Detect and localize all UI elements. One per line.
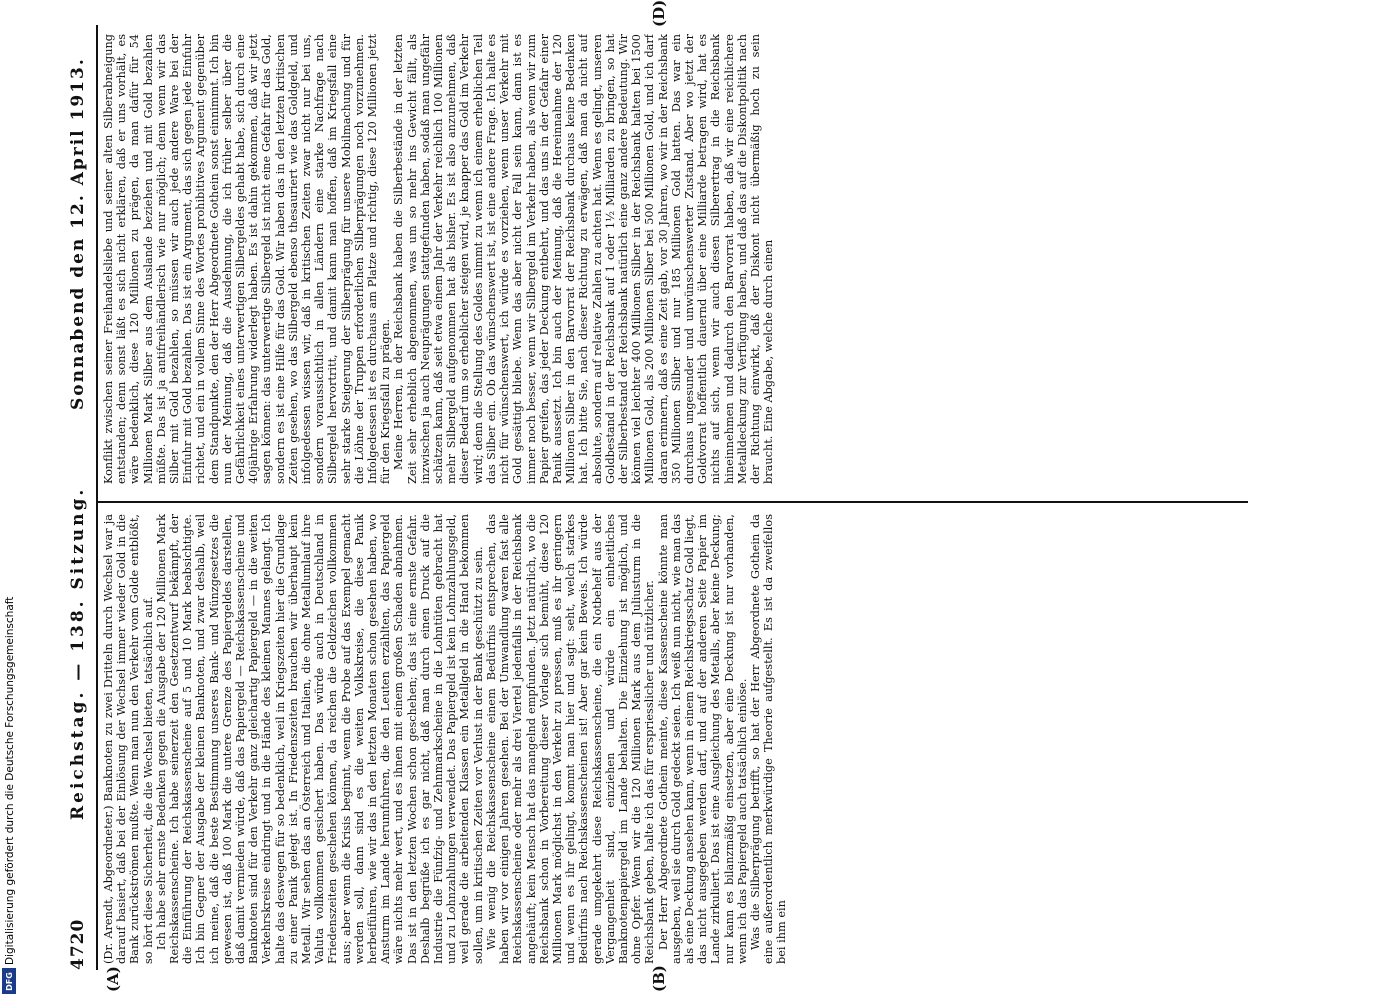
paragraph: Der Herr Abgeordnete Gothein meinte, diese Kassenscheine könnte man ausgeben, weil sie durch Gold gedeckt seien. Ich weiß nun nicht, wie man das als eine Deckung ansehen kann, wenn in einem Reichskriegsschatz Gold liegt, das nicht ausgegeben werden darf, und auf der anderen Seite Papier im Lande zirkuliert. Das ist eine Ausgleichung des Metalls, aber keine Deckung; nur kann es bilanzmäßig einsetzen, aber eine Deckung ist nur vorhanden, wenn ich das Papiergeld auch tatsächlich einlöse.	[656, 514, 749, 964]
dfg-logo	[2, 968, 16, 994]
margin-marker-a: (A)	[104, 966, 122, 992]
paragraph: Meine Herren, in der Reichsbank haben die Silberbestände in der letzten Zeit sehr erheblich abgenommen, was um so mehr ins Gewicht fällt, als inzwischen ja auch Neuprägungen stattgefunden haben, sodaß man ungefähr schätzen kann, daß seit etwa einem Jahr der Verkehr reichlich 100 Millionen mehr Silbergeld aufgenommen hat als bisher. Es ist also anzunehmen, daß dieser Bedarf um so erheblicher steigen wird, je knapper das Gold im Verkehr wird; denn die Stellung des Goldes nimmt zu wenn ich einem erheblichen Teil das Silber ein. Ob das wünschenswert ist, ist eine andere Frage. Ich halte es nicht für wünschenswert, ich würde es vorziehen, wenn unser Verkehr mit Gold gesättigt bliebe. Wenn das aber nicht der Fall sein kann, dann ist es immer noch besser, wenn wir Silbergeld im Verkehr haben, als wenn wir zum Papier greifen, das jeder Deckung entbehrt, und das uns in der Gefahr einer Panik aussetzt. Ich bin auch der Meinung, daß die Hereinnahme der 120 Millionen Silber in den Barvorrat der Reichsbank durchaus keine Bedenken hat. Ich bitte Sie, nach dieser Richtung zu erwägen, daß man da nicht auf absolute, sondern auf relative Zahlen zu achten hat. Wenn es gelingt, unseren Goldbestand in der Reichsbank auf 1 oder 1½ Milliarden zu bringen, so hat der Silberbestand der Reichsbank natürlich eine ganz andere Bedeutung. Wir können viel leichter 400 Millionen Silber in der Reichsbank halten bei 1500 Millionen Gold, als 200 Millionen Silber bei 500 Millionen Gold, und ich darf daran erinnern, daß es eine Zeit gab, vor 30 Jahren, wo wir in der Reichsbank 350 Millionen Silber und nur 185 Millionen Gold hatten. Das war ein durchaus ungesunder und unwünschenswerter Zustand. Aber wo jetzt der Goldvorrat hoffentlich dauernd über eine Milliarde betragen wird, hat es nichts auf sich, wenn wir auch diesen Silberertrag in die Reichsbank hineinnehmen und dadurch den Barvorrat haben, daß wir eine reichlichere Metalldeckung zur Verfügung haben, und daß das auf die Diskontpolitik nach der Richtung einwirkt, daß der Diskont nicht übermäßig hoch zu sein braucht. Eine Abgabe, welche durch einen	[392, 34, 776, 484]
digitization-strip	[0, 0, 22, 1000]
column-divider	[98, 501, 1248, 503]
paragraph: Ich habe sehr ernste Bedenken gegen die Ausgabe der 120 Millionen Mark Reichskassenscheine. Ich habe seinerzeit den Gesetzentwurf bekämpft, der die Einführung der Reichskassenscheine auf 5 und 10 Mark beabsichtigte. Ich bin Gegner der Ausgabe der kleinen Banknoten, und zwar deshalb, weil ich meine, daß die beste Bestimmung unseres Bank- und Münzgesetzes die gewesen ist, daß 100 Mark die untere Grenze des Papiergeldes darstellen, daß damit vermieden würde, daß das Papiergeld — Reichskassenscheine und Banknoten sind für den Verkehr ganz gleichartig Papiergeld — in die weiten Verkehrskreise eindringt und in die Hände des kleinen Mannes gelangt. Ich halte das deswegen für so bedenklich, weil in Kriegszeiten hier die Grundlage zu einer Panik gelegt ist. In Friedenszeiten brauchen wir überhaupt kein Metall. Wir sehen das an Österreich und Italien, die ohne Metallumlauf ihre Valuta vollkommen gesichert haben. Das würde auch in Deutschland in Friedenszeiten geschehen können, da reichen die Geldzeichen vollkommen aus; aber wenn die Krisis beginnt, wenn die Probe auf das Exempel gemacht werden soll, dann sind es die weiten Volkskreise, die diese Panik herbeiführen, wie wir das in den letzten Monaten schon gesehen haben, wo Ansturm im Lande herumfuhren, die den Leuten erzählten, das Papiergeld wäre nichts mehr wert, und es ihnen mit einem großen Schaden abnahmen. Das ist in den letzten Wochen schon geschehen; das ist eine ernste Gefahr. Deshalb begrüße ich es gar nicht, daß man durch einen Druck auf die Industrie die Fünfzig- und Zehnmarkscheine in die Lohntüten gebracht hat und zu Lohnzahlungen verwendet. Das Papiergeld ist kein Lohnzahlungsgeld, weil gerade die arbeitenden Klassen ein Metallgeld in die Hand bekommen sollen, um in kritischen Zeiten vor Verlust in der Bank geschützt zu sein.	[154, 514, 485, 964]
margin-marker-b: (B)	[650, 965, 668, 992]
paragraph: Was die Silberprägung betrifft, so hat der Herr Abgeordnete Gothein da eine außerordentlich merkwürdige Theorie aufgestellt. Es ist da zweifellos bei ihm ein	[748, 514, 789, 964]
paragraph: Konflikt zwischen seiner Freihandelsliebe und seiner alten Silberabneigung entstanden; denn sonst läßt es sich nicht erklären, daß er uns vorhält, es wäre bedenklich, diese 120 Millionen zu prägen, da man dafür für 54 Millionen Mark Silber aus dem Auslande beziehen und mit Gold bezahlen müßte. Das ist ja antifreihändlerisch wie nur möglich; denn wenn wir das Silber mit Gold bezahlen, so müssen wir auch jede andere Ware bei der Einfuhr mit Gold bezahlen. Das ist ein Argument, das sich gegen jede Einfuhr richtet, und ein in vollem Sinne des Wortes prohibitives Argument gegenüber dem Standpunkte, den der Herr Abgeordnete Gothein sonst einnimmt. Ich bin nun der Meinung, daß die Ausdehnung, die ich früher selber über die Gefährlichkeit eines unterwertigen Silbergeldes gehabt habe, sich durch eine 40jährige Erfahrung widerlegt haben. Es ist dahin gekommen, daß wir jetzt sagen können: das unterwertige Silbergeld ist nicht eine Gefahr für das Gold, sondern es ist eine Hilfe für das Gold. Wir haben das in den letzten kritischen Zeiten gesehen, wo das Silbergeld ebenso thesauriert wie das Goldgeld, und infolgedessen wissen wir, daß in kritischen Zeiten zwar nicht nur bei uns, sondern voraussichtlich in allen Ländern eine starke Nachfrage nach Silbergeld hervortritt, und damit kann man hoffen, daß im Kriegsfall eine sehr starke Steigerung der Silberprägung für unsere Mobilmachung und für die Löhne der Truppen erforderlichen Silberprägungen noch vorzunehmen. Infolgedessen ist es durchaus am Platze und richtig, diese 120 Millionen jetzt für den Kriegsfall zu prägen.	[102, 34, 393, 484]
page-title: Reichstag. — 138. Sitzung.	[68, 486, 88, 820]
left-column	[102, 514, 1242, 964]
page-number: 4720	[68, 918, 88, 970]
session-date: Sonnabend den 12. April 1913.	[68, 57, 88, 410]
page-header	[68, 30, 94, 970]
right-column	[102, 34, 1242, 484]
paragraph: (Dr. Arendt, Abgeordneter.) Banknoten zu zwei Dritteln durch Wechsel war ja darauf basiert, daß bei der Einlösung der Wechsel immer wieder Gold in die Bank zurückströmen mußte. Wenn man nun den Verkehr vom Golde entblößt, so hört diese Sicherheit, die die Wechsel bieten, tatsächlich auf.	[102, 514, 155, 964]
digitization-note: Digitalisierung gefördert durch die Deutsche Forschungsgemeinschaft	[4, 596, 16, 965]
dfg-logo-text: DFG	[4, 971, 14, 991]
paragraph: Wie wenig die Reichskassenscheine einem Bedürfnis entsprechen, das haben wir vor einigen Jahren gesehen. Bei der Umwandlung waren fast alle Reichskassenscheine oder mehr als drei Viertel jedenfalls in der Reichsbank angehäuft; kein Mensch hat das mangelnd empfunden. Jetzt natürlich, wo die Reichsbank schon in Vorbereitung dieser Vorlage sich bemüht, diese 120 Millionen Mark möglichst in den Verkehr zu pressen, muß es ihr geringern und wenn es ihr gelingt, kommt man hier und sagt: seht, welch starkes Bedürfnis nach Reichskassenscheinen ist! Aber gar kein Beweis. Ich würde gerade umgekehrt diese Reichskassenscheine, die ein Notbehelf aus der Vergangenheit sind, einziehen und würde ein einheitliches Banknotenpapiergeld im Lande behalten. Die Einziehung ist möglich, und ohne Opfer. Wenn wir die 120 Millionen Mark aus dem Juliusturm in die Reichsbank geben, halte ich das für erspriesslicher und nützlicher.	[484, 514, 657, 964]
margin-marker-d: (D)	[650, 0, 668, 27]
header-rule	[96, 25, 98, 970]
